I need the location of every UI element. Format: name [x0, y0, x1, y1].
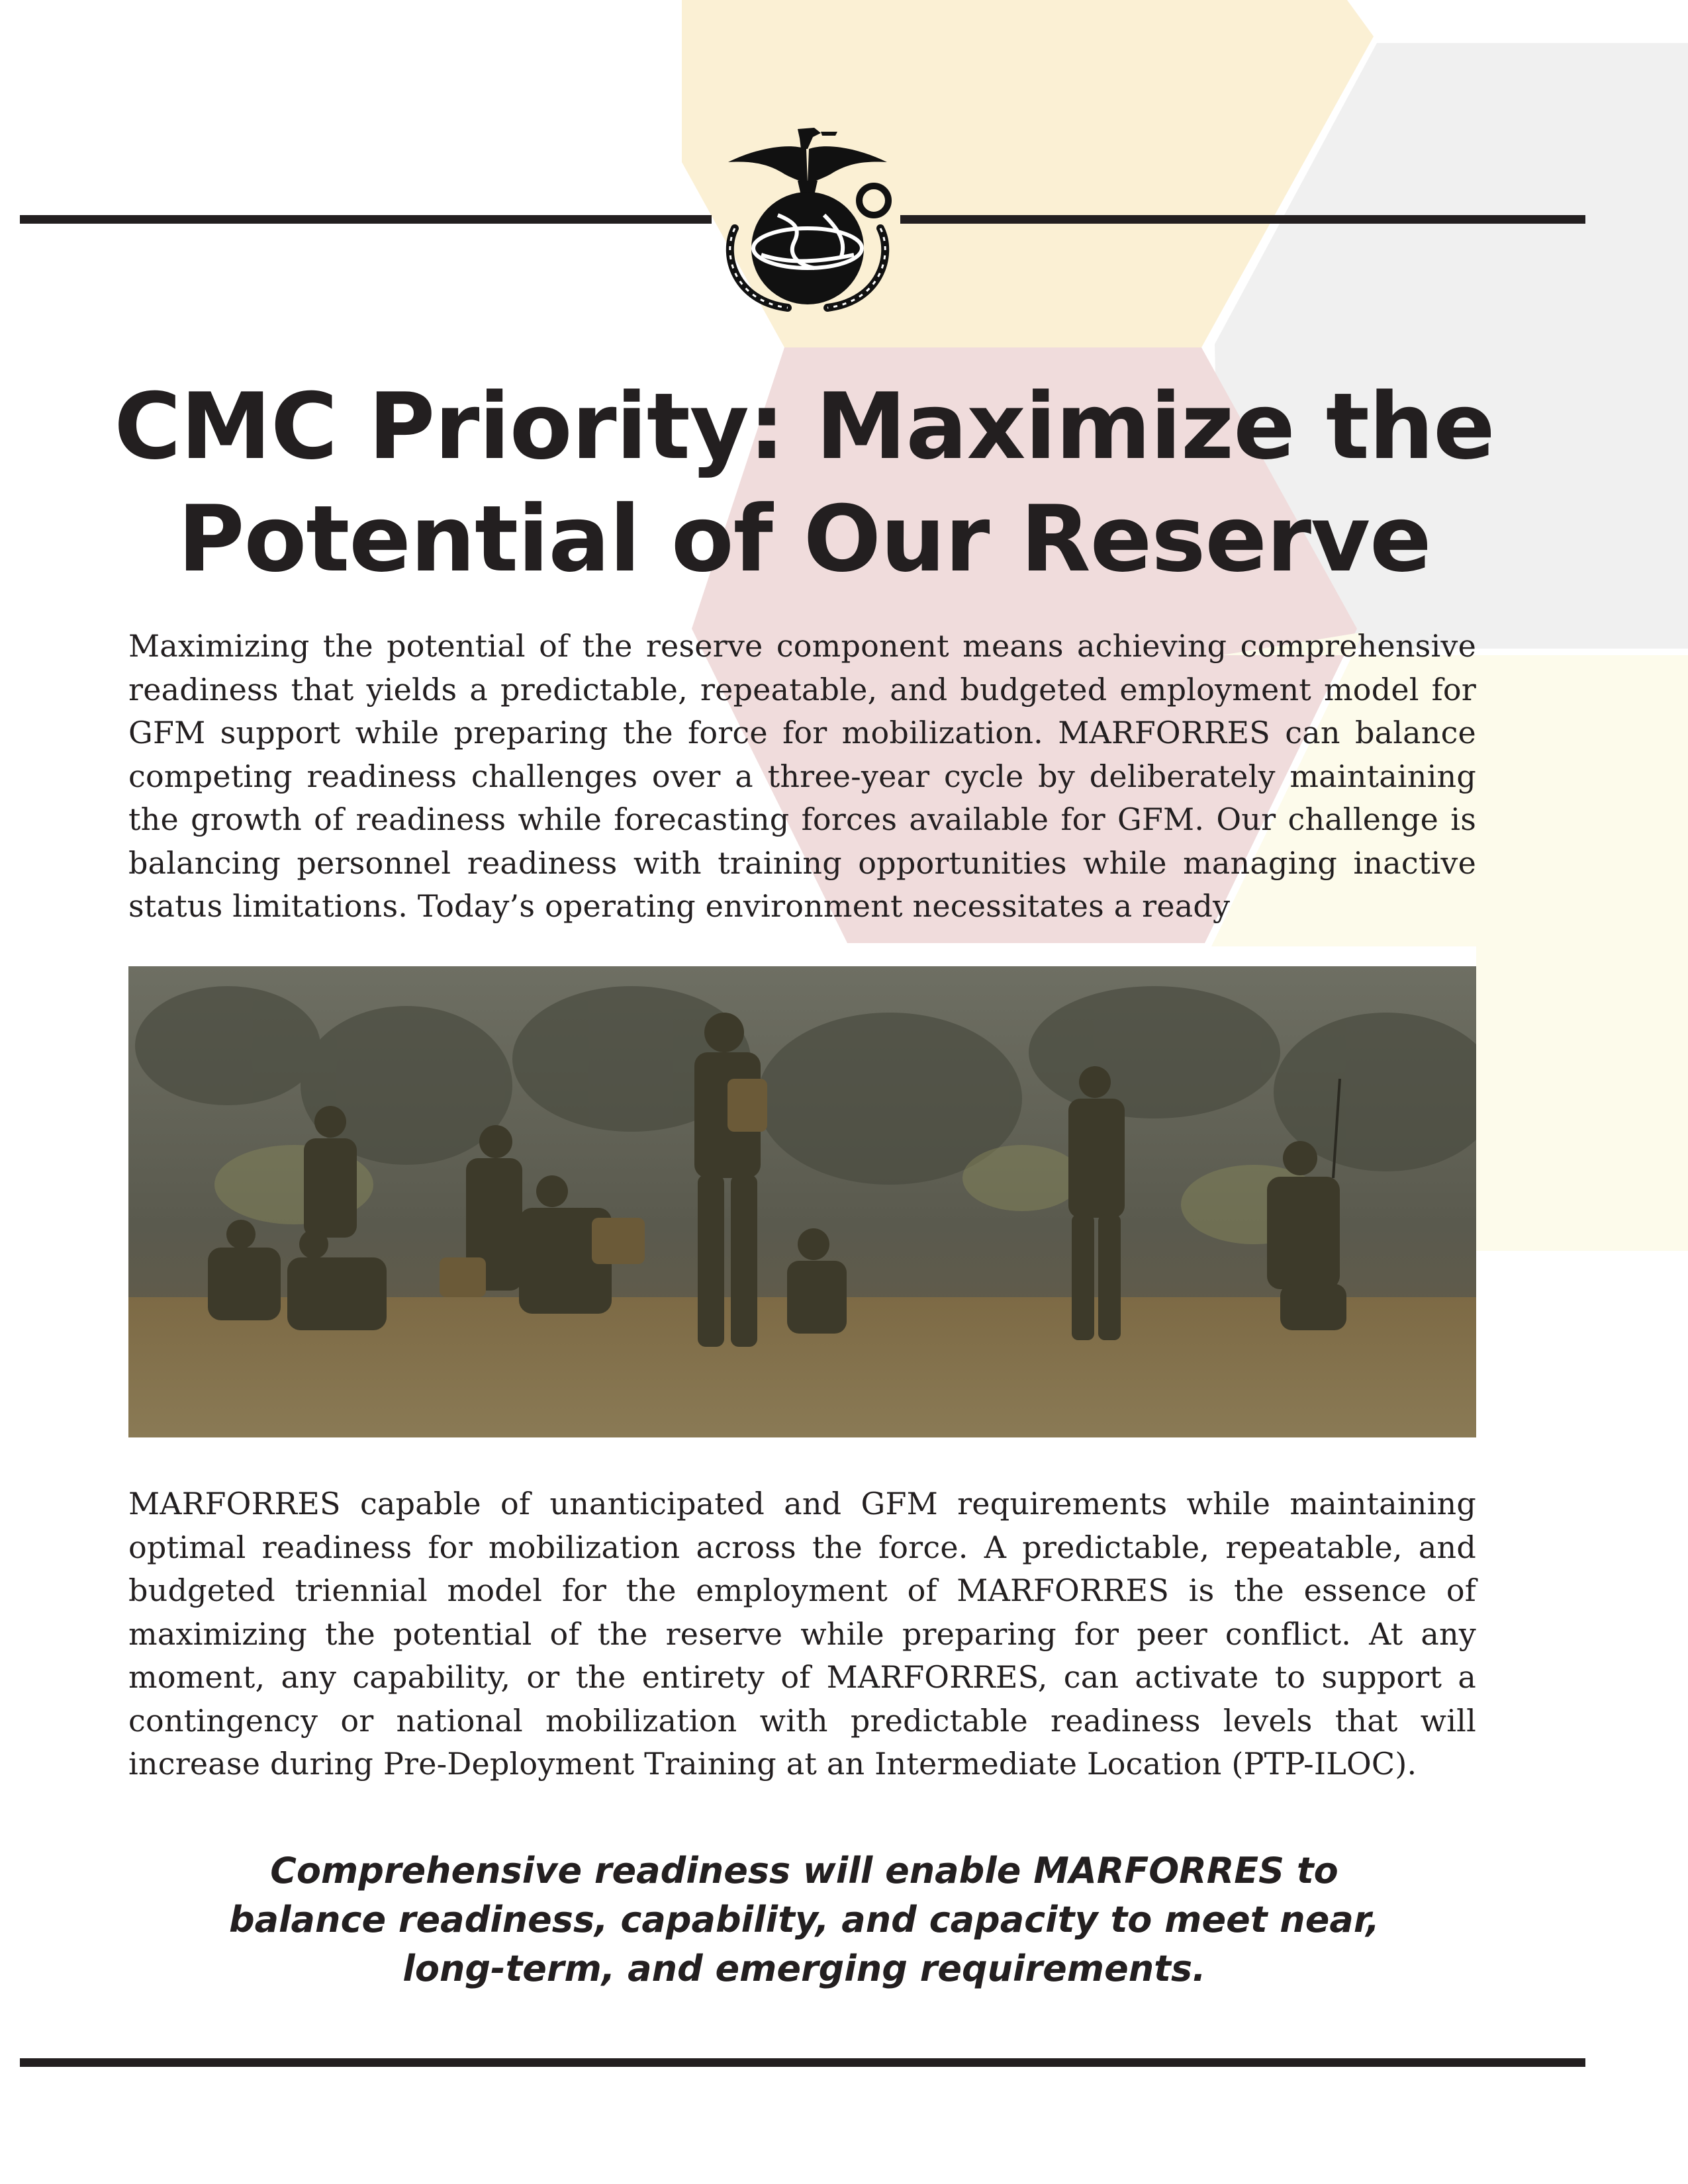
- globe: [751, 192, 864, 304]
- page-title: [0, 371, 1609, 596]
- top-rule-right: [900, 215, 1585, 224]
- body-paragraph-1: Maximizing the potential of the reserve component means achieving comprehensive readiness that yields a predictable, repeatable, and budgeted employment model for GFM support while preparing the force for mobilization. MARFORRES can balance competing readiness challenges over a three-year cycle by deliberately maintaining the growth of readiness while forecasting forces available for GFM. Our challenge is balancing personnel readiness with training opportunities while managing inactive status limitations. Today’s operating environment necessitates a ready: [128, 628, 1476, 924]
- eagle-globe-anchor-icon: [715, 122, 900, 314]
- callout-line-3: long-term, and emerging requirements.: [402, 1948, 1206, 1989]
- title-line-1: CMC Priority: Maximize the: [114, 373, 1495, 480]
- title-line-2: Potential of Our Reserve: [177, 486, 1431, 592]
- callout-line-2: balance readiness, capability, and capacity to meet near,: [228, 1899, 1380, 1940]
- body-paragraph-2: MARFORRES capable of unanticipated and GFM requirements while maintaining optimal readiness for mobilization across the force. A predictable, repeatable, and budgeted triennial model for the employment of MARFORRES is the essence of maximizing the potential of the reserve while preparing for peer conflict. At any moment, any capability, or the entirety of MARFORRES, can activate to support a contingency or national mobilization with predictable readiness levels that will increase during Pre-Deployment Training at an Intermediate Location (PTP-ILOC).: [128, 1486, 1476, 1782]
- top-rule-left: [20, 215, 712, 224]
- callout-quote: [0, 1846, 1609, 1993]
- bottom-rule: [20, 2058, 1585, 2067]
- callout-line-1: Comprehensive readiness will enable MARFORRES to: [270, 1850, 1338, 1891]
- marines-field-photo: [128, 966, 1476, 1437]
